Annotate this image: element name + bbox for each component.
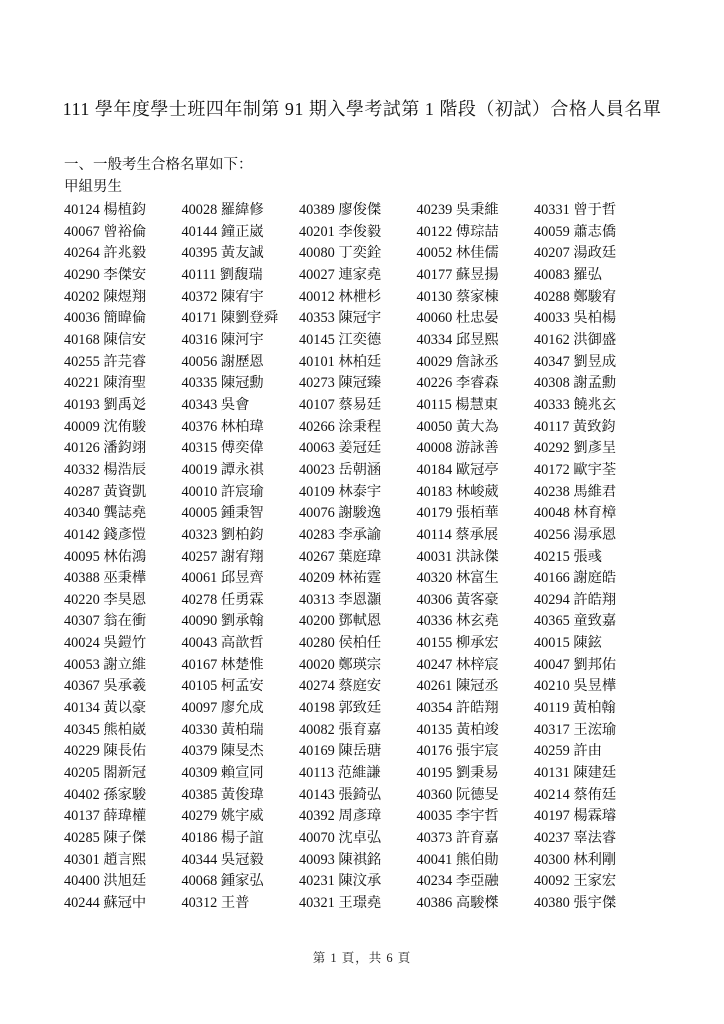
roster-cell: 40207 湯政廷 [534,245,617,262]
roster-cell: 40113 范維謙 [299,765,381,782]
roster-cell: 40101 林柏廷 [299,353,382,370]
roster-cell: 40231 陳汶承 [299,873,382,890]
roster-cell: 40372 陳宥宇 [181,288,264,305]
roster-cell: 40288 鄭駿宥 [534,288,617,305]
roster-cell: 40028 羅緯修 [181,202,264,218]
roster-cell: 40214 蔡侑廷 [534,786,617,803]
roster-cell: 40171 陳劉登舜 [181,310,279,327]
roster-cell: 40273 陳冠臻 [299,375,382,392]
roster-cell: 40261 陳冠丞 [416,678,499,695]
roster-cell: 40023 岳朝涵 [299,461,382,478]
roster-cell: 40321 王璟堯 [299,895,382,911]
roster-cell: 40114 蔡承展 [416,526,499,543]
roster-cell: 40167 林楚惟 [181,656,264,673]
roster-cell: 40186 楊子誼 [181,830,264,847]
roster-cell: 40198 郭致廷 [299,700,382,717]
roster-cell: 40287 黃資凱 [64,483,147,500]
roster-cell: 40097 廖允成 [181,700,264,717]
roster-cell: 40334 邱昱熙 [416,331,499,348]
roster-cell: 40093 陳祺銘 [299,851,382,868]
roster-cell: 40015 陳鉉 [534,635,602,652]
roster-cell: 40285 陳子傑 [64,830,147,847]
roster-column [182,200,300,915]
roster-cell: 40234 李亞融 [416,873,499,890]
roster-cell: 40290 李傑安 [64,266,147,283]
roster-cell: 40239 吳秉維 [416,202,499,218]
roster-cell: 40306 黃客豪 [416,591,499,608]
roster-cell: 40315 傅奕偉 [181,440,264,457]
roster-cell: 40320 林富生 [416,570,499,587]
roster-cell: 40195 劉秉易 [416,765,499,782]
roster-cell: 40155 柳承宏 [416,635,499,652]
roster-cell: 40292 劉彥呈 [534,440,617,457]
roster-cell: 40220 李昊恩 [64,591,147,608]
group-label: 甲組男生 [64,179,122,195]
roster-cell: 40010 許宸瑜 [181,483,264,500]
roster-cell: 40067 曾裕倫 [64,223,147,240]
roster-cell: 40179 張栢華 [416,505,499,522]
roster-column [299,200,417,915]
roster-cell: 40344 吳冠毅 [181,851,264,868]
roster-cell: 40019 譚永祺 [181,461,264,478]
roster-cell: 40256 湯承恩 [534,526,617,543]
roster-cell: 40036 簡暐倫 [64,310,147,327]
roster-cell: 40367 吳承羲 [64,678,147,695]
roster-cell: 40294 許皓翔 [534,591,617,608]
roster-cell: 40300 林利剛 [534,851,617,868]
page-footer: 第 1 頁，共 6 頁 [312,951,412,965]
roster-cell: 40145 江奕德 [299,331,382,348]
roster-cell: 40111 劉馥瑞 [181,266,263,283]
roster-cell: 40308 謝孟勳 [534,375,617,392]
roster-cell: 40031 洪詠傑 [416,548,499,565]
roster-cell: 40137 薛瑋權 [64,808,147,825]
roster-cell: 40033 吳柏楊 [534,310,617,327]
roster-cell: 40050 黃大為 [416,418,499,435]
roster-cell: 40143 張錡弘 [299,786,382,803]
roster-cell: 40226 李睿森 [416,375,499,392]
roster-cell: 40345 熊柏崴 [64,721,147,738]
roster-cell: 40247 林梓宸 [416,656,499,673]
roster-cell: 40092 王家宏 [534,873,617,890]
roster-cell: 40105 柯孟安 [181,678,264,695]
roster-cell: 40323 劉柏鈞 [181,526,264,543]
roster-cell: 40177 蘇昱揚 [416,266,499,283]
roster-cell: 40280 侯柏任 [299,635,382,652]
roster-cell: 40063 姜冠廷 [299,440,382,457]
roster-cell: 40210 吳昱樺 [534,678,617,695]
roster-cell: 40347 劉昱成 [534,353,617,370]
roster-cell: 40274 蔡庭安 [299,678,382,695]
roster-cell: 40376 林柏瑋 [181,418,264,435]
roster-cell: 40333 饒兆玄 [534,396,617,413]
roster-cell: 40080 丁奕銓 [299,245,382,262]
roster-cell: 40047 劉邦佑 [534,656,617,673]
roster-cell: 40264 許兆毅 [64,245,147,262]
roster-cell: 40056 謝歷恩 [181,353,264,370]
roster-cell: 40336 林玄堯 [416,613,499,630]
roster-cell: 40283 李承諭 [299,526,382,543]
roster-cell: 40043 高歆哲 [181,635,264,652]
roster-cell: 40257 謝宥翔 [181,548,264,565]
roster-cell: 40176 張宇宸 [416,743,499,760]
roster-cell: 40197 楊霖璿 [534,808,617,825]
roster-cell: 40365 童致嘉 [534,613,617,630]
roster-cell: 40109 林泰宇 [299,483,382,500]
roster-column [534,200,652,915]
roster-cell: 40205 閤新冠 [64,765,147,782]
roster-cell: 40340 龔誌堯 [64,505,147,522]
roster-cell: 40354 許皓翔 [416,700,499,717]
roster-cell: 40317 王浤瑜 [534,721,617,738]
roster-cell: 40221 陳淯聖 [64,375,147,392]
roster-cell: 40166 謝庭皓 [534,570,617,587]
roster-cell: 40343 吳會 [181,396,250,413]
roster-cell: 40124 楊植鈞 [64,202,147,218]
roster-cell: 40402 孫家駿 [64,786,147,803]
roster-cell: 40335 陳冠勳 [181,375,264,392]
roster-cell: 40237 辜法睿 [534,830,617,847]
roster-cell: 40009 沈侑駿 [64,418,147,435]
roster-cell: 40385 黃俊瑋 [181,786,264,803]
roster-cell: 40395 黃友誠 [181,245,264,262]
roster-cell: 40400 洪旭廷 [64,873,147,890]
roster-cell: 40061 邱昱齊 [181,570,264,587]
roster-cell: 40134 黃以豪 [64,700,147,717]
roster-cell: 40117 黃致鈞 [534,418,616,435]
page-title: 111 學年度學士班四年制第 91 期入學考試第 1 階段（初試）合格人員名單 [62,99,662,119]
roster-cell: 40005 鍾秉智 [181,505,264,522]
roster-cell: 40083 羅弘 [534,266,602,283]
roster-cell: 40307 翁在衝 [64,613,147,630]
roster-cell: 40392 周彥璋 [299,808,382,825]
roster-cell: 40107 蔡易廷 [299,396,382,413]
roster-cell: 40126 潘鈞翊 [64,440,147,457]
roster-cell: 40119 黃柏翰 [534,700,616,717]
roster-cell: 40115 楊慧東 [416,396,499,413]
roster-cell: 40035 李宇哲 [416,808,499,825]
roster-cell: 40184 歐冠亭 [416,461,499,478]
roster-cell: 40052 林佳儒 [416,245,499,262]
roster-cell: 40020 鄭瑛宗 [299,656,382,673]
roster-cell: 40266 涂秉程 [299,418,382,435]
roster-cell: 40380 張宇傑 [534,895,617,911]
roster-cell: 40095 林佑鴻 [64,548,147,565]
roster-cell: 40279 姚宇威 [181,808,264,825]
roster-cell: 40076 謝駿逸 [299,505,382,522]
roster-cell: 40200 鄧軾恩 [299,613,382,630]
roster-cell: 40048 林育樟 [534,505,617,522]
roster-cell: 40267 葉庭瑋 [299,548,382,565]
roster-cell: 40024 吳鎧竹 [64,635,147,652]
roster-cell: 40353 陳冠宇 [299,310,382,327]
roster-cell: 40386 高駿榤 [416,895,499,911]
roster-cell: 40301 趙言熙 [64,851,147,868]
roster-cell: 40312 王普 [181,895,250,911]
roster-cell: 40215 張彧 [534,548,602,565]
roster-cell: 40135 黃柏竣 [416,721,499,738]
roster-cell: 40168 陳信安 [64,331,147,348]
roster-cell: 40029 詹詠丞 [416,353,499,370]
roster-cell: 40193 劉禹彣 [64,396,147,413]
roster-cell: 40238 馬維君 [534,483,617,500]
roster-cell: 40278 任勇霖 [181,591,264,608]
roster-cell: 40332 楊浩辰 [64,461,147,478]
roster-cell: 40131 陳建廷 [534,765,617,782]
roster-cell: 40316 陳河宇 [181,331,264,348]
roster-cell: 40309 賴宣同 [181,765,264,782]
roster-cell: 40122 傅琮喆 [416,223,499,240]
roster-cell: 40060 杜忠晏 [416,310,499,327]
roster-column [417,200,535,915]
roster-cell: 40388 巫秉樺 [64,570,147,587]
roster-cell: 40169 陳岳瑭 [299,743,382,760]
roster-cell: 40059 蕭志僑 [534,223,617,240]
roster-cell: 40053 謝立維 [64,656,147,673]
roster-cell: 40313 李恩灝 [299,591,382,608]
roster-cell: 40255 許芫睿 [64,353,147,370]
roster-cell: 40082 張育嘉 [299,721,382,738]
roster-cell: 40130 蔡家棟 [416,288,499,305]
roster-cell: 40172 歐宇荃 [534,461,617,478]
roster-cell: 40360 阮德旻 [416,786,499,803]
roster-cell: 40012 林枻杉 [299,288,382,305]
roster-cell: 40041 熊伯勛 [416,851,499,868]
roster-cell: 40202 陳煜翔 [64,288,147,305]
roster-cell: 40229 陳長佑 [64,743,147,760]
roster-cell: 40330 黃柏瑞 [181,721,264,738]
roster-cell: 40244 蘇冠中 [64,895,147,911]
section-heading: 一、一般考生合格名單如下： [64,157,253,173]
roster-cell: 40144 鐘正崴 [181,223,264,240]
roster-column [64,200,182,915]
roster-cell: 40259 許由 [534,743,602,760]
roster-cell: 40379 陳旻杰 [181,743,264,760]
roster-cell: 40209 林祐霆 [299,570,382,587]
roster-cell: 40090 劉承翰 [181,613,264,630]
roster-cell: 40331 曾于哲 [534,202,617,218]
roster-cell: 40373 許育嘉 [416,830,499,847]
roster-cell: 40068 鍾家弘 [181,873,264,890]
roster-cell: 40389 廖俊傑 [299,202,382,218]
roster-table [64,200,724,915]
roster-cell: 40070 沈卓弘 [299,830,382,847]
roster-cell: 40142 錢彥愷 [64,526,147,543]
roster-cell: 40008 游詠善 [416,440,499,457]
roster-cell: 40162 洪御盛 [534,331,617,348]
roster-cell: 40027 連家堯 [299,266,382,283]
roster-cell: 40183 林峻葳 [416,483,499,500]
roster-cell: 40201 李俊毅 [299,223,382,240]
